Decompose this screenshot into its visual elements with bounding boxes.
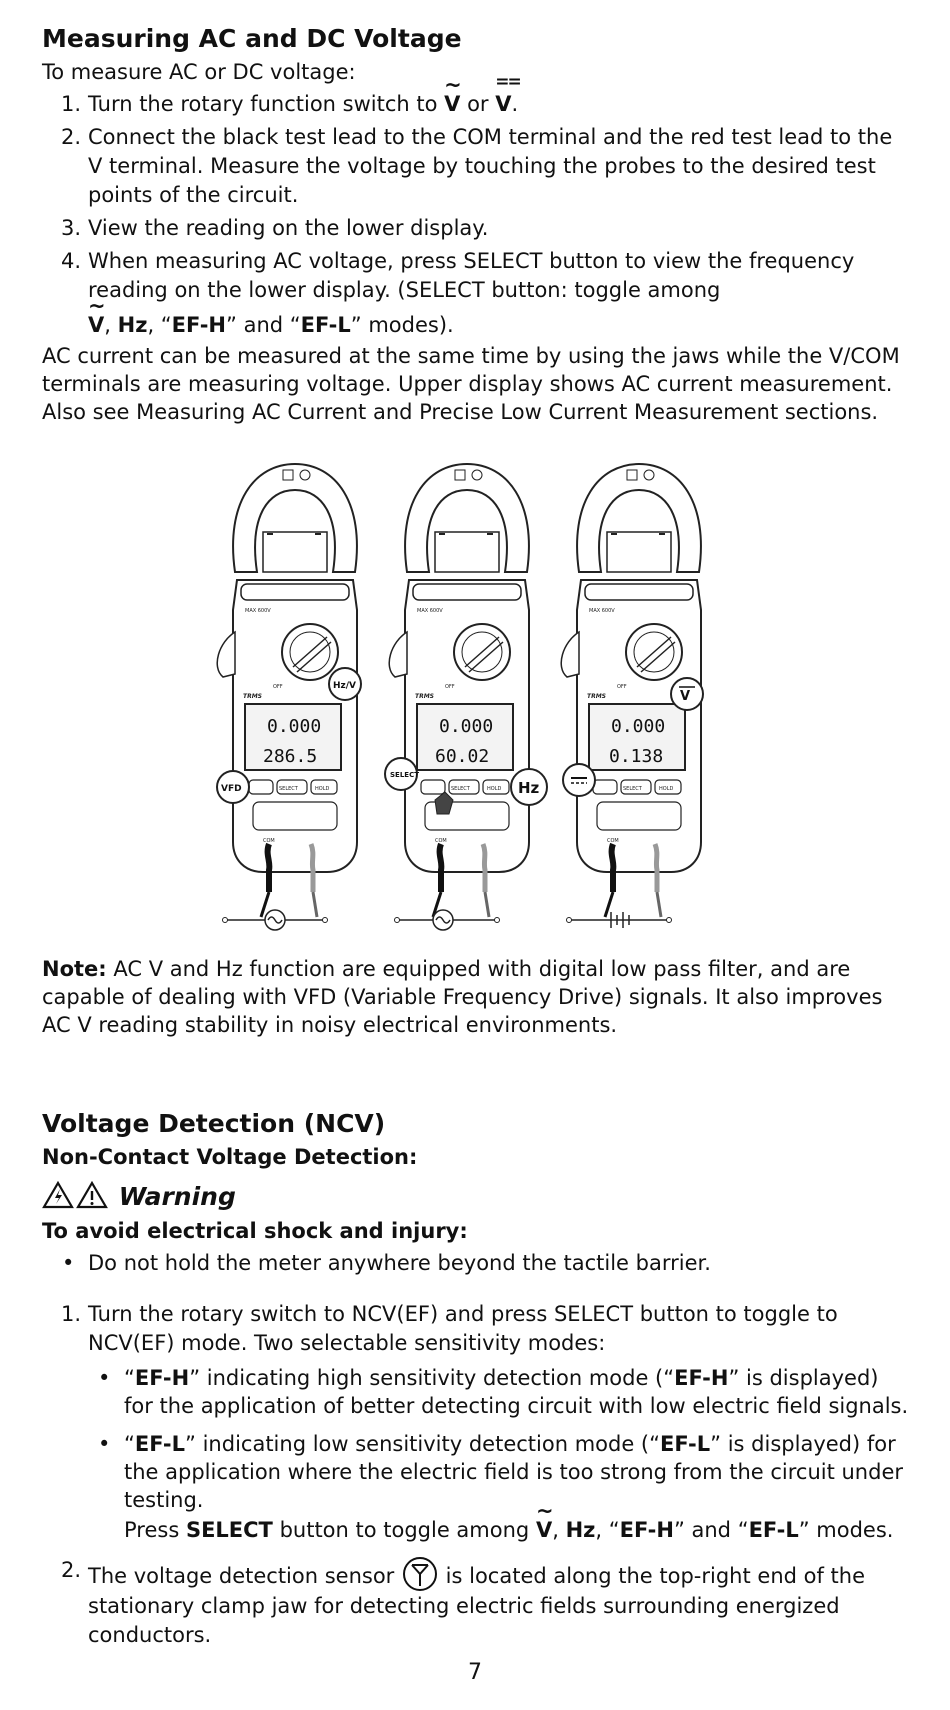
meter-2-lower-reading: 60.02 [435,746,490,767]
step-3: 3. View the reading on the lower display. [61,216,489,240]
ncv-sensor-icon [401,1556,439,1592]
meter-1 [217,464,361,930]
ac-current-note: AC current can be measured at the same time by using the jaws while the V/COM terminals are measuring voltage. Upper display shows AC current measurement. Also see Measuring AC Current and Precise Low Current Measurement sections. [42,344,900,424]
manual-page [42,22,912,426]
warning-list [42,1249,912,1278]
ncv-step-1: 1. Turn the rotary switch to NCV(EF) and press SELECT button to toggle to NCV(EF) mode. Two selectable sensitivity modes: • “EF-H” indicating high sensitivity detection mode (“EF-H” is displayed) for the application of better detecting circuit with low electric field signals. • “EF-L” indicating low sensitivity detection mode (“EF-L” is displayed) for the application where the electric field is too strong from the circuit under testing. Press SELECT button to toggle among ~ V, Hz, “EF-H” and “EF-L” modes. [42,1300,912,1544]
ac-voltage-symbol: ~ V [536,1516,552,1544]
ncv-step-2: 2. The voltage detection sensor is located along the top-right end of the stationary clamp jaw for detecting electric fields surrounding energized conductors. [61,1558,866,1647]
warning-triangle-icons [42,1181,110,1209]
meter-1-upper-reading: 0.000 [267,716,322,737]
page-number: 7 [468,1660,482,1685]
meter-2-upper-reading: 0.000 [439,716,494,737]
ncv-steps [42,1300,912,1650]
intro-text: To measure AC or DC voltage: [42,60,356,84]
ac-voltage-symbol: ~ V [444,90,460,119]
svg-text:SELECT: SELECT [390,771,419,779]
meter-3-lower-reading: 0.138 [609,746,664,767]
step-1: 1. Turn the rotary function switch to ~ V or == V. [42,90,912,119]
hz-badge: Hz [518,779,540,797]
note-paragraph: Note: AC V and Hz function are equipped with digital low pass filter, and are capable of dealing with VFD (Variable Frequency Drive) signals. It also improves AC V reading stability in noisy electrical environments. [42,957,883,1037]
dc-voltage-symbol: == V [495,90,511,119]
warning-bullet: • Do not hold the meter anywhere beyond the tactile barrier. [62,1251,711,1275]
svg-text:V: V [680,689,691,704]
ncv-subtitle: Non-Contact Voltage Detection: [42,1145,418,1169]
clamp-meter-illustration [215,462,735,940]
meter-3 [561,464,703,928]
step-4: 4. When measuring AC voltage, press SELECT button to view the frequency reading on the lower display. (SELECT button: toggle among ~ V, Hz, “EF-H” and “EF-L” modes). [42,247,912,340]
svg-text:Hz/V: Hz/V [333,681,357,691]
ac-voltage-symbol: ~ V [88,311,104,340]
section-title-ac-dc-voltage: Measuring AC and DC Voltage [42,24,462,53]
meter-3-upper-reading: 0.000 [611,716,666,737]
meter-1-lower-reading: 286.5 [263,746,318,767]
ac-dc-steps [42,90,912,340]
warning-heading: Warning [42,1181,912,1213]
meter-2 [385,464,547,930]
ef-h-mode: • “EF-H” indicating high sensitivity detection mode (“EF-H” is displayed) for the application of better detecting circuit with low electric field signals. [98,1366,909,1418]
step-2: 2. Connect the black test lead to the COM terminal and the red test lead to the V terminal. Measure the voltage by touching the probes to the desired test points of the circuit. [61,125,893,207]
section-title-ncv: Voltage Detection (NCV) [42,1109,386,1138]
lower-content [42,955,912,1650]
warning-lead: To avoid electrical shock and injury: [42,1219,468,1243]
ef-l-mode: • “EF-L” indicating low sensitivity detection mode (“EF-L” is displayed) for the application where the electric field is too strong from the circuit under testing. Press SELECT button to toggle among ~ V, Hz, “EF-H” and “EF-L” modes. [88,1430,912,1544]
vfd-badge: VFD [221,784,242,794]
